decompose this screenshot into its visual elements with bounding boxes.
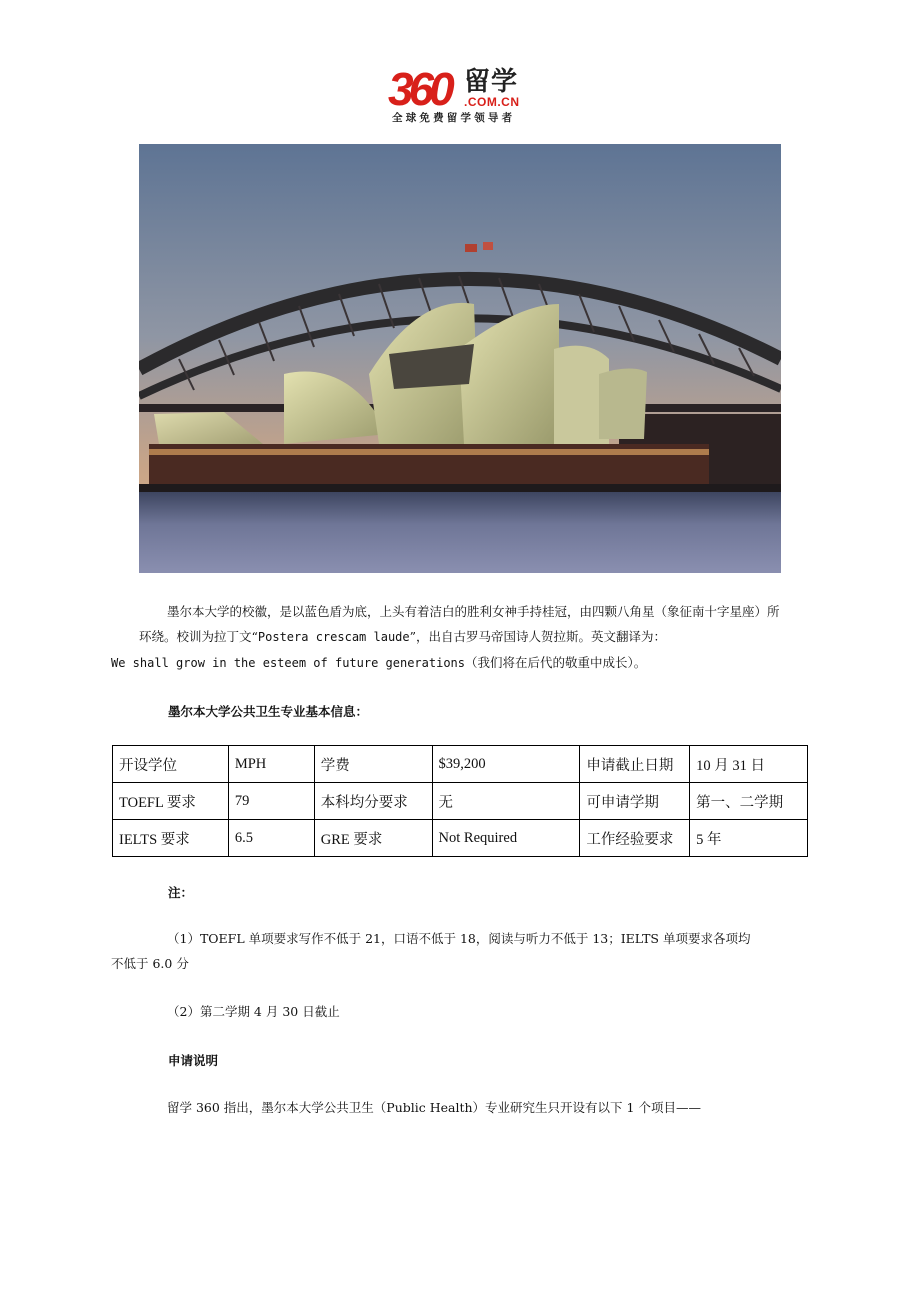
table-row xyxy=(113,783,808,820)
table-cell: 本科均分要求 xyxy=(314,783,432,820)
table-cell: 10 月 31 日 xyxy=(690,746,808,783)
note-1-line-1: （1）TOEFL 单项要求写作不低于 21，口语不低于 18，阅读与听力不低于 13；IELTS 单项要求各项均 xyxy=(167,931,751,946)
notes-title: 注： xyxy=(168,885,194,900)
table-cell: 第一、二学期 xyxy=(690,783,808,820)
table-cell: Not Required xyxy=(432,820,580,857)
table-cell: 79 xyxy=(228,783,314,820)
site-logo xyxy=(388,63,538,130)
application-title: 申请说明 xyxy=(168,1053,219,1068)
table-cell: IELTS 要求 xyxy=(113,820,229,857)
table-cell: 无 xyxy=(432,783,580,820)
table-cell: 学费 xyxy=(314,746,432,783)
intro-chinese-translation: （我们将在后代的敬重中成长）。 xyxy=(465,655,647,670)
logo-chinese: 留学 xyxy=(464,67,519,97)
intro-paragraph xyxy=(111,599,782,676)
note-1 xyxy=(111,926,782,976)
table-row xyxy=(113,746,808,783)
table-cell: 申请截止日期 xyxy=(580,746,690,783)
intro-line-2a: 字星座）所环绕。校训为拉丁文“ xyxy=(139,604,780,644)
table-cell: 开设学位 xyxy=(113,746,229,783)
table-cell: 可申请学期 xyxy=(580,783,690,820)
application-text: 留学 360 指出，墨尔本大学公共卫生（Public Health）专业研究生只开设有以下 1 个项目—— xyxy=(167,1100,701,1115)
table-cell: 6.5 xyxy=(228,820,314,857)
table-row xyxy=(113,820,808,857)
table-cell: GRE 要求 xyxy=(314,820,432,857)
intro-motto: Postera crescam laude xyxy=(257,630,410,644)
note-2: （2）第二学期 4 月 30 日截止 xyxy=(167,1004,340,1019)
logo-number: 360 xyxy=(388,63,450,115)
intro-line-2b: ”，出自古罗马帝国诗人贺拉斯。英文翻译为： xyxy=(409,629,667,644)
program-info-table xyxy=(112,745,808,857)
table-cell: TOEFL 要求 xyxy=(113,783,229,820)
table-cell: $39,200 xyxy=(432,746,580,783)
intro-line-1: 墨尔本大学的校徽，是以蓝色盾为底，上头有着洁白的胜利女神手持桂冠，由四颗八角星（象征南十 xyxy=(167,604,718,619)
intro-english-translation: We shall grow in the esteem of future generations xyxy=(111,656,466,670)
section-title: 墨尔本大学公共卫生专业基本信息： xyxy=(168,704,369,719)
note-1-line-2: 不低于 6.0 分 xyxy=(111,956,189,971)
sydney-opera-house-photo xyxy=(139,144,781,573)
table-cell: 5 年 xyxy=(690,820,808,857)
table-cell: MPH xyxy=(228,746,314,783)
logo-slogan: 全球免费留学领导者 xyxy=(392,112,516,124)
logo-domain: .COM.CN xyxy=(464,95,520,109)
table-cell: 工作经验要求 xyxy=(580,820,690,857)
